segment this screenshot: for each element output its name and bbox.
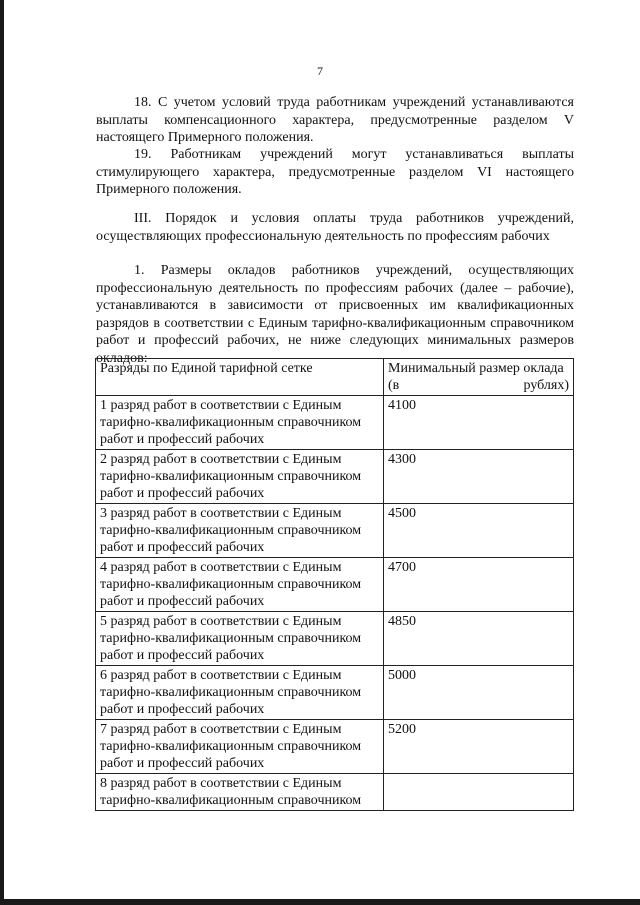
header-grade: Разряды по Единой тарифной сетке <box>96 359 384 396</box>
grade-cell: 8 разряд работ в соответствии с Единым тарифно-квалификационным справочником <box>96 774 384 811</box>
table-header-row <box>96 359 574 396</box>
table-row <box>96 720 574 774</box>
table-row <box>96 504 574 558</box>
salary-table <box>95 358 574 811</box>
table-row <box>96 396 574 450</box>
amount-cell: 4700 <box>384 558 574 612</box>
amount-cell: 4850 <box>384 612 574 666</box>
grade-cell: 7 разряд работ в соответствии с Единым тарифно-квалификационным справочником работ и профессий рабочих <box>96 720 384 774</box>
amount-cell: 5000 <box>384 666 574 720</box>
scan-edge-bottom <box>0 899 640 905</box>
amount-cell: 5200 <box>384 720 574 774</box>
amount-cell: 4300 <box>384 450 574 504</box>
paragraph-19: 19. Работникам учреждений могут устанавливаться выплаты стимулирующего характера, предусмотренные разделом VI настоящего Примерного положения. <box>96 147 574 197</box>
table-row <box>96 450 574 504</box>
grade-cell: 1 разряд работ в соответствии с Единым тарифно-квалификационным справочником работ и профессий рабочих <box>96 396 384 450</box>
paragraph-18: 18. С учетом условий труда работникам учреждений устанавливаются выплаты компенсационного характера, предусмотренные разделом V настоящего Примерного положения. <box>96 95 574 145</box>
page-number: 7 <box>317 64 323 78</box>
grade-cell: 3 разряд работ в соответствии с Единым тарифно-квалификационным справочником работ и профессий рабочих <box>96 504 384 558</box>
amount-cell: 4500 <box>384 504 574 558</box>
table-row <box>96 558 574 612</box>
clause-1: 1. Размеры окладов работников учреждений, осуществляющих профессиональную деятельность по профессиям рабочих (далее – рабочие), устанавливаются в зависимости от присвоенных им квалификационных разрядов в соответствии с Единым тарифно-квалификационным справочником работ и профессий рабочих, не ниже следующих минимальных размеров окладов: <box>96 263 574 366</box>
table-row <box>96 666 574 720</box>
grade-cell: 6 разряд работ в соответствии с Единым тарифно-квалификационным справочником работ и профессий рабочих <box>96 666 384 720</box>
table-row <box>96 612 574 666</box>
grade-cell: 2 разряд работ в соответствии с Единым тарифно-квалификационным справочником работ и профессий рабочих <box>96 450 384 504</box>
section-title: III. Порядок и условия оплаты труда работников учреждений, осуществляющих профессиональную деятельность по профессиям рабочих <box>96 211 574 244</box>
grade-cell: 4 разряд работ в соответствии с Единым тарифно-квалификационным справочником работ и профессий рабочих <box>96 558 384 612</box>
grade-cell: 5 разряд работ в соответствии с Единым тарифно-квалификационным справочником работ и профессий рабочих <box>96 612 384 666</box>
amount-cell: 4100 <box>384 396 574 450</box>
table-row <box>96 774 574 811</box>
scan-edge-left <box>0 0 4 905</box>
amount-cell <box>384 774 574 811</box>
header-amount: Минимальный размер оклада (в рублях) <box>384 359 574 396</box>
